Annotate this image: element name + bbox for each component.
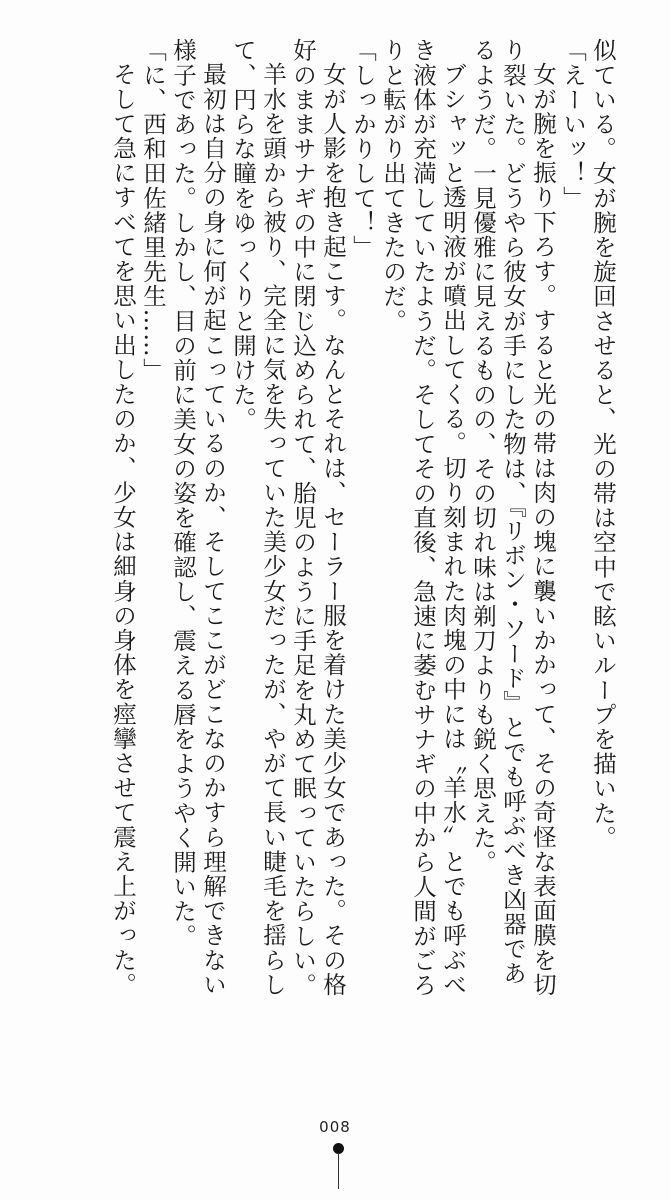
folio-divider [338, 1153, 339, 1189]
paragraph-3: 女が腕を振り下ろす。すると光の帯は肉の塊に襲いかかって、その奇怪な表面膜を切り裂いた。どうやら彼女が手にした物は、『リボン・ソード』とでも呼ぶべき凶器であるようだ。一見優雅に見えるものの、その切れ味は剃刀よりも鋭く思えた。 [469, 38, 557, 997]
paragraph-9: 「に、西和田佐緒里先生……」 [139, 38, 167, 383]
paragraph-4: ブシャッと透明液が噴出してくる。切り刻まれた肉塊の中には〝羊水〟とでも呼ぶべき液体が充満していたようだ。そしてその直後、急速に萎むサナギの中から人間がごろりと転がり出てきたのだ。 [379, 38, 467, 998]
paragraph-8: 最初は自分の身に何が起こっているのか、そしてここがどこなのかすら理解できない様子であった。しかし、目の前に美女の姿を確認し、震える唇をようやく開いた。 [169, 38, 227, 997]
paragraph-10: そして急にすべてを思い出したのか、少女は細身の身体を痙攣させて震え上がった。 [109, 61, 137, 997]
vertical-body-text [48, 38, 618, 998]
paragraph-5: 「しっかりして！」 [349, 38, 377, 260]
paragraph-6: 女が人影を抱き起こす。なんとそれは、セーラー服を着けた美少女であった。その格好のままサナギの中に閉じ込められて、胎児のように手足を丸めて眠っていたらしい。 [289, 38, 347, 998]
paragraph-2: 「えーいッ！」 [559, 38, 587, 211]
paragraph-1: 似ている。女が腕を旋回させると、光の帯は空中で眩いループを描いた。 [589, 38, 617, 850]
page-number: 008 [319, 1118, 351, 1136]
paragraph-7: 羊水を頭から被り、完全に気を失っていた美少女だったが、やがて長い睫毛を揺らして、円らな瞳をゆっくりと開けた。 [229, 38, 287, 997]
